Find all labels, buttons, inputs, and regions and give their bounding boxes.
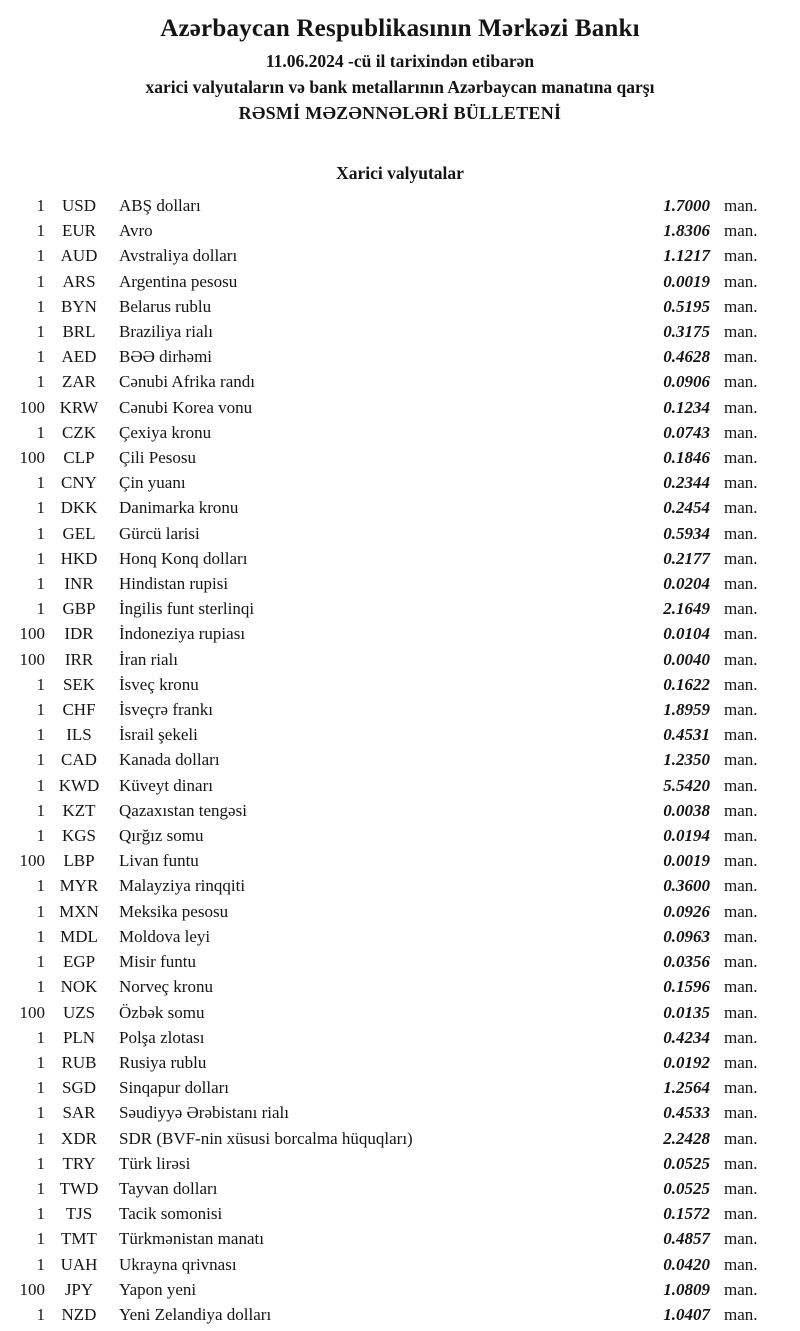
currency-name: Səudiyyə Ərəbistanı rialı [119, 1103, 289, 1123]
quantity: 1 [36, 901, 45, 921]
quantity: 1 [36, 1103, 45, 1123]
rate-value: 0.0104 [663, 624, 710, 644]
rate-value: 1.0407 [663, 1304, 710, 1324]
rate-row [0, 697, 782, 722]
rate-value: 0.2454 [663, 498, 710, 518]
currency-code: SAR [62, 1103, 96, 1123]
rate-row [0, 243, 782, 268]
currency-code: UZS [62, 1002, 96, 1022]
rate-row [0, 420, 782, 445]
unit-label: man. [724, 397, 758, 417]
rate-value: 2.1649 [663, 599, 710, 619]
currency-name: Danimarka kronu [119, 498, 239, 518]
currency-code: CNY [61, 473, 97, 493]
currency-code: TJS [65, 1204, 93, 1224]
currency-name: İsrail şekeli [119, 725, 198, 745]
rate-value: 0.4857 [663, 1229, 710, 1249]
currency-name: Kanada dolları [119, 750, 220, 770]
rate-row [0, 722, 782, 747]
currency-name: Malayziya rinqqiti [119, 876, 246, 896]
rate-row [0, 1277, 782, 1302]
currency-name: Cənubi Afrika randı [119, 372, 255, 392]
currency-code: CLP [63, 448, 95, 468]
quantity: 1 [36, 775, 45, 795]
quantity: 1 [36, 372, 45, 392]
rate-value: 0.1234 [663, 397, 710, 417]
rate-row [0, 823, 782, 848]
rate-row [0, 672, 782, 697]
currency-name: İngilis funt sterlinqi [119, 599, 255, 619]
currency-code: MDL [60, 926, 98, 946]
rate-value: 2.2428 [663, 1128, 710, 1148]
rate-value: 0.3175 [663, 322, 710, 342]
unit-label: man. [724, 1204, 758, 1224]
unit-label: man. [724, 448, 758, 468]
unit-label: man. [724, 372, 758, 392]
rate-value: 0.0204 [663, 574, 710, 594]
unit-label: man. [724, 1052, 758, 1072]
unit-label: man. [724, 296, 758, 316]
rate-value: 5.5420 [663, 775, 710, 795]
quantity: 1 [36, 599, 45, 619]
unit-label: man. [724, 1128, 758, 1148]
unit-label: man. [724, 926, 758, 946]
unit-label: man. [724, 1279, 758, 1299]
quantity: 1 [36, 1128, 45, 1148]
rate-row [0, 571, 782, 596]
rate-value: 0.0525 [663, 1153, 710, 1173]
currency-name: Norveç kronu [119, 977, 213, 997]
unit-label: man. [724, 977, 758, 997]
currency-name: Ukrayna qrivnası [119, 1254, 237, 1274]
quantity: 1 [36, 674, 45, 694]
unit-label: man. [724, 674, 758, 694]
unit-label: man. [724, 725, 758, 745]
rate-row [0, 899, 782, 924]
currency-name: Hindistan rupisi [119, 574, 229, 594]
rate-row [0, 596, 782, 621]
rate-value: 0.0038 [663, 800, 710, 820]
currency-name: Türkmənistan manatı [119, 1229, 264, 1249]
currency-code: GEL [62, 523, 96, 543]
rate-value: 0.0040 [663, 649, 710, 669]
currency-code: RUB [61, 1052, 97, 1072]
currency-code: TWD [59, 1178, 99, 1198]
unit-label: man. [724, 1229, 758, 1249]
quantity: 1 [36, 574, 45, 594]
unit-label: man. [724, 952, 758, 972]
unit-label: man. [724, 1254, 758, 1274]
rate-row [0, 344, 782, 369]
rate-row [0, 621, 782, 646]
currency-name: Qazaxıstan tengəsi [119, 800, 247, 820]
currency-name: Yeni Zelandiya dolları [119, 1304, 272, 1324]
currency-code: SGD [61, 1078, 96, 1098]
rate-value: 0.1572 [663, 1204, 710, 1224]
rate-row [0, 319, 782, 344]
rate-row [0, 546, 782, 571]
currency-code: CHF [62, 700, 96, 720]
currency-name: Cənubi Korea vonu [119, 397, 253, 417]
rate-value: 0.0743 [663, 422, 710, 442]
rate-value: 0.0194 [663, 826, 710, 846]
currency-name: Avro [119, 221, 153, 241]
unit-label: man. [724, 196, 758, 215]
rate-row [0, 798, 782, 823]
bank-title: Azərbaycan Respublikasının Mərkəzi Bankı [160, 15, 640, 42]
rate-row [0, 1100, 782, 1125]
rate-value: 0.2344 [663, 473, 710, 493]
currency-code: KWD [58, 775, 100, 795]
rate-row [0, 1000, 782, 1025]
currency-code: EUR [62, 221, 96, 241]
currency-name: Çin yuanı [119, 473, 186, 493]
currency-name: Gürcü larisi [119, 523, 200, 543]
currency-name: Tayvan dolları [119, 1178, 218, 1198]
unit-label: man. [724, 322, 758, 342]
unit-label: man. [724, 271, 758, 291]
currency-name: ABŞ dolları [119, 196, 201, 215]
currency-code: GBP [62, 599, 96, 619]
rate-row [0, 848, 782, 873]
rate-row [0, 1151, 782, 1176]
currency-code: DKK [60, 498, 98, 518]
currency-name: Misir funtu [119, 952, 196, 972]
unit-label: man. [724, 1304, 758, 1324]
quantity: 1 [36, 322, 45, 342]
currency-name: Livan funtu [119, 851, 199, 871]
quantity: 100 [19, 1279, 45, 1299]
currency-code: AUD [60, 246, 98, 266]
rate-value: 0.1596 [663, 977, 710, 997]
quantity: 1 [36, 1254, 45, 1274]
rate-row [0, 1050, 782, 1075]
currency-code: KZT [62, 800, 96, 820]
quantity: 1 [36, 926, 45, 946]
unit-label: man. [724, 1078, 758, 1098]
rate-value: 0.0963 [663, 926, 710, 946]
currency-code: NZD [61, 1304, 97, 1324]
rate-row [0, 495, 782, 520]
subtitle-line: xarici valyutaların və bank metallarının Azərbaycan manatına qarşı [145, 77, 655, 97]
currency-code: XDR [61, 1128, 97, 1148]
exchange-rates-table [0, 193, 800, 1327]
rate-row [0, 974, 782, 999]
currency-name: Özbək somu [119, 1002, 205, 1022]
rate-value: 0.0019 [663, 271, 710, 291]
currency-code: JPY [64, 1279, 94, 1299]
rate-value: 1.2350 [663, 750, 710, 770]
currency-name: Çexiya kronu [119, 422, 212, 442]
unit-label: man. [724, 498, 758, 518]
rate-row [0, 1302, 782, 1327]
currency-code: IDR [64, 624, 94, 644]
currency-code: LBP [63, 851, 95, 871]
rate-row [0, 218, 782, 243]
rate-row [0, 1025, 782, 1050]
rate-row [0, 193, 782, 218]
currency-code: ILS [66, 725, 92, 745]
rate-row [0, 269, 782, 294]
rate-row [0, 294, 782, 319]
rate-value: 0.4533 [663, 1103, 710, 1123]
rate-value: 0.0420 [663, 1254, 710, 1274]
rate-value: 1.2564 [663, 1078, 710, 1098]
rate-value: 0.1622 [663, 674, 710, 694]
currency-code: INR [64, 574, 94, 594]
currency-name: Honq Konq dolları [119, 548, 248, 568]
quantity: 1 [36, 725, 45, 745]
currency-code: UAH [60, 1254, 98, 1274]
currency-code: IRR [64, 649, 94, 669]
currency-name: Moldova leyi [119, 926, 211, 946]
rate-value: 0.0356 [663, 952, 710, 972]
currency-code: BRL [62, 322, 96, 342]
currency-code: KRW [59, 397, 99, 417]
quantity: 1 [36, 800, 45, 820]
quantity: 1 [36, 221, 45, 241]
unit-label: man. [724, 1153, 758, 1173]
quantity: 1 [36, 700, 45, 720]
effective-date-line: 11.06.2024 -cü il tarixindən etibarən [265, 51, 535, 71]
rate-value: 0.2177 [663, 548, 710, 568]
rate-row [0, 1126, 782, 1151]
quantity: 1 [36, 296, 45, 316]
unit-label: man. [724, 750, 758, 770]
currency-code: EGP [62, 952, 96, 972]
quantity: 1 [36, 271, 45, 291]
quantity: 1 [36, 1052, 45, 1072]
rate-row [0, 521, 782, 546]
currency-name: Tacik somonisi [119, 1204, 223, 1224]
currency-code: HKD [60, 548, 98, 568]
rate-row [0, 445, 782, 470]
quantity: 100 [19, 624, 45, 644]
quantity: 1 [36, 1027, 45, 1047]
quantity: 1 [36, 1204, 45, 1224]
unit-label: man. [724, 624, 758, 644]
currency-code: MXN [59, 901, 99, 921]
quantity: 1 [36, 1304, 45, 1324]
currency-name: Argentina pesosu [119, 271, 238, 291]
quantity: 1 [36, 977, 45, 997]
currency-code: PLN [62, 1027, 96, 1047]
rate-value: 0.1846 [663, 448, 710, 468]
currency-name: Braziliya rialı [119, 322, 213, 342]
rate-value: 0.3600 [663, 876, 710, 896]
rate-value: 0.0906 [663, 372, 710, 392]
rate-value: 1.7000 [663, 196, 710, 215]
rate-row [0, 873, 782, 898]
quantity: 1 [36, 347, 45, 367]
rate-row [0, 1252, 782, 1277]
rate-value: 1.1217 [663, 246, 710, 266]
currency-name: Yapon yeni [119, 1279, 197, 1299]
currency-name: Avstraliya dolları [119, 246, 238, 266]
rate-row [0, 1176, 782, 1201]
currency-code: AED [61, 347, 97, 367]
unit-label: man. [724, 1002, 758, 1022]
currency-name: Çili Pesosu [119, 448, 196, 468]
unit-label: man. [724, 574, 758, 594]
currency-name: Belarus rublu [119, 296, 212, 316]
rate-row [0, 747, 782, 772]
rate-row [0, 1075, 782, 1100]
quantity: 1 [36, 1178, 45, 1198]
rate-row [0, 924, 782, 949]
unit-label: man. [724, 826, 758, 846]
unit-label: man. [724, 775, 758, 795]
unit-label: man. [724, 246, 758, 266]
rate-value: 0.4628 [663, 347, 710, 367]
currency-code: TRY [62, 1153, 96, 1173]
currency-code: CAD [61, 750, 97, 770]
currency-code: ZAR [62, 372, 96, 392]
unit-label: man. [724, 347, 758, 367]
currency-code: KGS [61, 826, 96, 846]
quantity: 1 [36, 422, 45, 442]
rate-row [0, 949, 782, 974]
rate-value: 0.0926 [663, 901, 710, 921]
quantity: 1 [36, 876, 45, 896]
quantity: 1 [36, 1153, 45, 1173]
quantity: 1 [36, 523, 45, 543]
unit-label: man. [724, 1027, 758, 1047]
quantity: 100 [19, 397, 45, 417]
unit-label: man. [724, 548, 758, 568]
currency-name: Sinqapur dolları [119, 1078, 230, 1098]
rate-row [0, 1226, 782, 1251]
currency-name: Küveyt dinarı [119, 775, 213, 795]
quantity: 100 [19, 1002, 45, 1022]
section-title-foreign-currencies: Xarici valyutalar [336, 163, 464, 183]
bulletin-header [0, 0, 800, 126]
rate-value: 0.5195 [663, 296, 710, 316]
quantity: 1 [36, 826, 45, 846]
quantity: 100 [19, 649, 45, 669]
rate-row [0, 647, 782, 672]
currency-name: İsveçrə frankı [119, 700, 213, 720]
rate-row [0, 470, 782, 495]
rate-value: 1.8959 [663, 700, 710, 720]
currency-code: NOK [60, 977, 98, 997]
rate-row [0, 773, 782, 798]
currency-code: BYN [61, 296, 97, 316]
rate-row [0, 395, 782, 420]
rate-value: 0.0525 [663, 1178, 710, 1198]
unit-label: man. [724, 851, 758, 871]
unit-label: man. [724, 473, 758, 493]
unit-label: man. [724, 649, 758, 669]
bulletin-title: RƏSMİ MƏZƏNNƏLƏRİ BÜLLETENİ [238, 103, 562, 123]
currency-code: USD [61, 196, 96, 215]
unit-label: man. [724, 876, 758, 896]
currency-name: Qırğız somu [119, 826, 204, 846]
rate-value: 0.4531 [663, 725, 710, 745]
unit-label: man. [724, 700, 758, 720]
quantity: 1 [36, 196, 45, 215]
currency-name: İsveç kronu [119, 674, 199, 694]
currency-code: TMT [61, 1229, 97, 1249]
rate-row [0, 369, 782, 394]
rate-row [0, 1201, 782, 1226]
unit-label: man. [724, 1103, 758, 1123]
quantity: 100 [19, 448, 45, 468]
quantity: 1 [36, 952, 45, 972]
currency-name: BƏƏ dirhəmi [119, 347, 213, 367]
rate-value: 1.8306 [663, 221, 710, 241]
quantity: 1 [36, 1078, 45, 1098]
quantity: 100 [19, 851, 45, 871]
rate-value: 0.0192 [663, 1052, 710, 1072]
currency-name: SDR (BVF-nin xüsusi borcalma hüquqları) [119, 1128, 413, 1148]
currency-name: Polşa zlotası [119, 1027, 205, 1047]
currency-name: Rusiya rublu [119, 1052, 207, 1072]
unit-label: man. [724, 1178, 758, 1198]
currency-name: İndoneziya rupiası [119, 624, 246, 644]
currency-code: ARS [62, 271, 96, 291]
quantity: 1 [36, 548, 45, 568]
quantity: 1 [36, 498, 45, 518]
unit-label: man. [724, 523, 758, 543]
unit-label: man. [724, 221, 758, 241]
currency-code: SEK [62, 674, 96, 694]
currency-code: MYR [59, 876, 99, 896]
unit-label: man. [724, 599, 758, 619]
quantity: 1 [36, 473, 45, 493]
currency-name: Türk lirəsi [119, 1153, 191, 1173]
quantity: 1 [36, 750, 45, 770]
rate-value: 0.5934 [663, 523, 710, 543]
currency-name: İran rialı [119, 649, 178, 669]
rate-value: 0.0019 [663, 851, 710, 871]
rate-value: 0.4234 [663, 1027, 710, 1047]
unit-label: man. [724, 422, 758, 442]
quantity: 1 [36, 1229, 45, 1249]
rate-value: 1.0809 [663, 1279, 710, 1299]
quantity: 1 [36, 246, 45, 266]
currency-code: CZK [62, 422, 96, 442]
rate-value: 0.0135 [663, 1002, 710, 1022]
unit-label: man. [724, 901, 758, 921]
currency-name: Meksika pesosu [119, 901, 229, 921]
unit-label: man. [724, 800, 758, 820]
